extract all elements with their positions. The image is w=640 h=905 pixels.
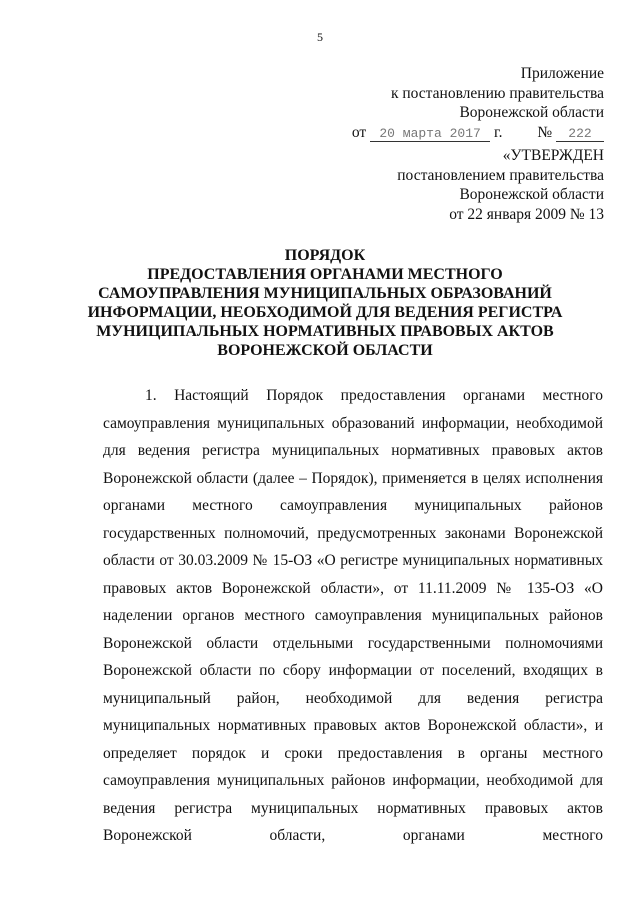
approved-line-2: постановлением правительства [397, 166, 604, 184]
number-prefix: № [537, 123, 553, 141]
appendix-line-1: Приложение [520, 65, 604, 82]
date-stamp: 20 марта 2017 [370, 127, 490, 142]
approved-line-4: от 22 января 2009 № 13 [449, 205, 604, 223]
appendix-date-line [352, 123, 604, 143]
paragraph-1 [103, 382, 603, 850]
date-suffix: г. [493, 123, 503, 141]
appendix-line-2: к постановлению правительства [390, 84, 604, 102]
page-number: 5 [317, 30, 323, 44]
title-line-2: ПРЕДОСТАВЛЕНИЯ ОРГАНАМИ МЕСТНОГО [147, 266, 503, 283]
approved-line-3: Воронежской области [459, 186, 604, 203]
paragraph-number: 1. [145, 387, 157, 404]
title-line-5: МУНИЦИПАЛЬНЫХ НОРМАТИВНЫХ ПРАВОВЫХ АКТОВ [96, 323, 554, 340]
paragraph-text: Настоящий Порядок предоставления органами местного самоуправления муниципальных образований информации, необходимой для ведения регистра муниципальных нормативных правовых актов Воронежской области (далее – Порядок), применяется в целях исполнения органами местного самоуправления муниципальных районов государственных полномочий, предусмотренных законами Воронежской области от 30.03.2009 № 15-ОЗ «О регистре муниципальных нормативных правовых актов Воронежской области», от 11.11.2009 № 135-ОЗ «О наделении органов местного самоуправления муниципальных районов Воронежской области отдельными государственными полномочиями Воронежской области по сбору информации от поселений, входящих в муниципальный район, необходимой для ведения регистра муниципальных нормативных правовых актов Воронежской области», и определяет порядок и сроки предоставления в органы местного самоуправления муниципальных районов информации, необходимой для ведения регистра муниципальных нормативных правовых актов Воронежской области, органами местного [103, 387, 603, 844]
document-title [85, 246, 565, 360]
appendix-line-3: Воронежской области [459, 104, 604, 121]
title-line-4: ИНФОРМАЦИИ, НЕОБХОДИМОЙ ДЛЯ ВЕДЕНИЯ РЕГИСТРА [87, 304, 563, 321]
appendix-header [352, 64, 604, 142]
date-prefix: от [351, 123, 367, 141]
approved-line-1: «УТВЕРЖДЕН [502, 147, 604, 164]
number-stamp: 222 [556, 127, 604, 142]
title-line-1: ПОРЯДОК [284, 247, 366, 264]
title-line-6: ВОРОНЕЖСКОЙ ОБЛАСТИ [217, 342, 433, 359]
approved-header [397, 146, 604, 224]
title-line-3: САМОУПРАВЛЕНИЯ МУНИЦИПАЛЬНЫХ ОБРАЗОВАНИЙ [98, 285, 552, 302]
